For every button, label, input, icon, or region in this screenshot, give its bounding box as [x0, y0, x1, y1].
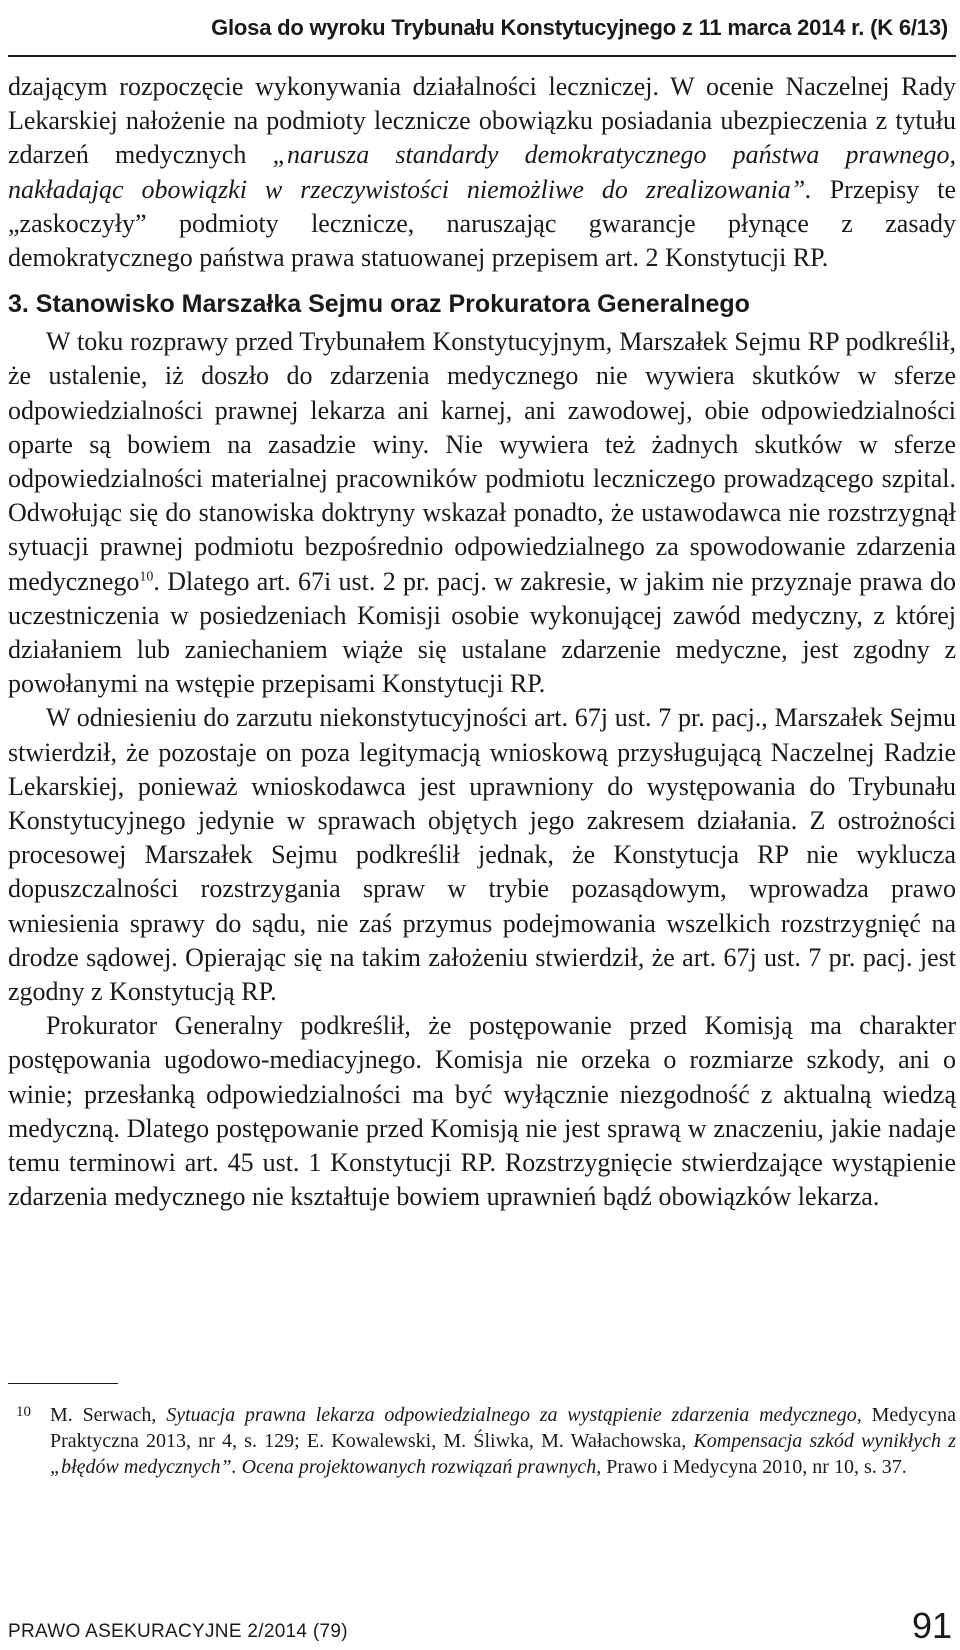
footnote-reference[interactable]: 10: [139, 568, 154, 584]
section-heading: 3. Stanowisko Marszałka Sejmu oraz Prokuratora Generalnego: [8, 290, 750, 319]
running-header: Glosa do wyroku Trybunału Konstytucyjnego z 11 marca 2014 r. (K 6/13): [211, 15, 948, 40]
footnote-text-e: Prawo i Medycyna 2010, nr 10, s. 37.: [601, 1456, 907, 1478]
footnote-number: 10: [16, 1404, 31, 1420]
intro-text-2: Przepisy te „zaskoczyły” podmioty lecznicze, naruszając gwarancje płynące z zasady demokratycznego państwa prawa statuowanej przepisem art. 2 Konstytucji RP.: [8, 174, 956, 273]
paragraph-1-text-b: . Dlatego art. 67i ust. 2 pr. pacj. w zakresie, w jakim nie przyznaje prawa do uczestniczenia w posiedzeniach Komisji osobie wykonującej zawód medyczny, z której działaniem lub zaniechaniem wiąże się ustalane zdarzenie medyczne, jest zgodny z powołanymi na wstępie przepisami Konstytucji RP.: [8, 566, 956, 699]
body-text: [8, 70, 956, 1215]
footnote-body: [50, 1402, 956, 1480]
footer-page-number: 91: [911, 1605, 952, 1646]
footnote-text-c: Medycyna Praktyczna 2013, nr 4, s. 129; E. Kowalewski, M. Śliwka, M. Wałachowska,: [50, 1404, 957, 1452]
paragraph-prokurator: Prokurator Generalny podkreślił, że postępowanie przed Komisją ma charakter postępowania ugodowo-mediacyjnego. Komisja nie orzeka o rozmiarze szkody, ani o winie; przesłanką odpowiedzialności ma być wyłącznie niezgodność z aktualną wiedzą medyczną. Dlatego postępowanie przed Komisją nie jest sprawą w znaczeniu, jakie nadaje temu terminowi art. 45 ust. 1 Konstytucji RP. Rozstrzygnięcie stwierdzające wystąpienie zdarzenia medycznego nie kształtuje bowiem uprawnień bądź obowiązków lekarza.: [8, 1011, 956, 1212]
footnote: [8, 1402, 956, 1480]
footnote-rule: [8, 1383, 118, 1384]
intro-text-1: dzającym rozpoczęcie wykonywania działalności leczniczej. W ocenie Naczelnej Rady Lekarskiej nałożenie na podmioty lecznicze obowiązku posiadania ubezpieczenia z tytułu zdarzeń medycznych: [8, 72, 956, 170]
footnote-title-1: Sytuacja prawna lekarza odpowiedzialnego za wystąpienie zdarzenia medycznego,: [166, 1404, 862, 1426]
intro-quote: „narusza standardy demokratycznego państwa prawnego, nakładając obowiązki w rzeczywistości niemożliwe do zrealizowania”.: [8, 140, 956, 204]
footnote-title-2: Kompensacja szkód wynikłych z „błędów medycznych”. Ocena projektowanych rozwiązań prawnych,: [50, 1430, 956, 1478]
intro-paragraph: [8, 70, 956, 275]
footnote-text-a: M. Serwach,: [50, 1404, 167, 1426]
paragraph-marszalek-2: W odniesieniu do zarzutu niekonstytucyjności art. 67j ust. 7 pr. pacj., Marszałek Sejmu stwierdził, że pozostaje on poza legitymacją wnioskową przysługującą Naczelnej Radzie Lekarskiej, ponieważ wnioskodawca jest uprawniony do występowania do Trybunału Konstytucyjnego jedynie w sprawach objętych jego zakresem działania. Z ostrożności procesowej Marszałek Sejmu podkreślił jednak, że Konstytucja RP nie wyklucza dopuszczalności rozstrzygania spraw w trybie pozasądowym, wprowadza prawo wniesienia sprawy do sądu, nie zaś przymus podejmowania wszelkich rozstrzygnięć na drodze sądowej. Opierając się na takim założeniu stwierdził, że art. 67j ust. 7 pr. pacj. jest zgodny z Konstytucją RP.: [8, 703, 956, 1007]
footer-journal-title: PRAWO ASEKURACYJNE 2/2014 (79): [8, 1621, 348, 1642]
paragraph-1-text-a: W toku rozprawy przed Trybunałem Konstytucyjnym, Marszałek Sejmu RP podkreślił, że ustalenie, iż doszło do zdarzenia medycznego nie wywiera skutków w sferze odpowiedzialności prawnej lekarza ani karnej, ani zawodowej, obie odpowiedzialności oparte są bowiem na zasadzie winy. Nie wywiera też żadnych skutków w sferze odpowiedzialności materialnej pracowników podmiotu leczniczego prowadzącego szpital. Odwołując się do stanowiska doktryny wskazał ponadto, że ustawodawca nie rozstrzygnął sytuacji prawnej podmiotu bezpośrednio odpowiedzialnego za spowodowanie zdarzenia medycznego: [8, 327, 956, 596]
paragraph-marszalek-1: [8, 325, 956, 701]
header-rule: [8, 55, 956, 57]
